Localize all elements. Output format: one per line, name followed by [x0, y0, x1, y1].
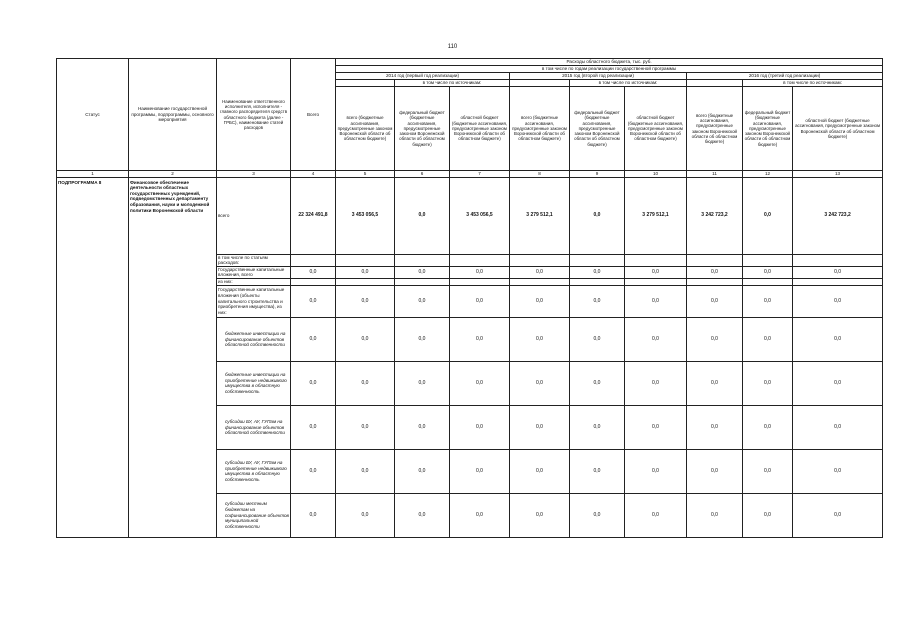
empty-cell	[336, 254, 395, 266]
expense-row-value: 0,0	[336, 361, 395, 405]
column-number: 3	[217, 171, 291, 178]
column-number: 11	[687, 171, 743, 178]
header-status: Статус	[57, 59, 129, 171]
header-executor: Наименование ответственного исполнителя, исполнителя - главного распорядителя средств областного бюджета (далее - ГРБС), наименование статей расходов	[217, 59, 291, 171]
empty-cell	[510, 278, 570, 285]
expense-row-value: 0,0	[625, 405, 687, 449]
expense-row-value: 0,0	[570, 317, 625, 361]
empty-cell	[687, 254, 743, 266]
subprogram-value: 3 242 723,2	[687, 177, 743, 254]
empty-cell	[793, 254, 883, 266]
expense-row-value: 0,0	[291, 449, 336, 493]
expense-row-label: Государственные капитальные вложения (объекты капитального строительства и приобретения имущества), из них:	[217, 285, 291, 317]
subprogram-executor: всего	[217, 177, 291, 254]
expense-row-label: субсидии БУ, АУ, ГУПам на приобретение недвижимого имущества в областную собственность	[217, 449, 291, 493]
header-year-2014: 2014 год (первый год реализации)	[336, 73, 510, 80]
expense-row-value: 0,0	[570, 493, 625, 537]
header-by-sources-2015: в том числе по источникам:	[570, 80, 687, 87]
column-number: 13	[793, 171, 883, 178]
expense-row-value: 0,0	[743, 405, 793, 449]
expense-row-value: 0,0	[793, 449, 883, 493]
expense-row-value: 0,0	[510, 449, 570, 493]
expense-row-value: 0,0	[336, 449, 395, 493]
expense-row-value: 0,0	[395, 361, 450, 405]
expense-row-value: 0,0	[793, 285, 883, 317]
expense-row-value: 0,0	[450, 266, 510, 278]
empty-cell	[395, 278, 450, 285]
expense-row-value: 0,0	[687, 493, 743, 537]
expense-row-value: 0,0	[510, 285, 570, 317]
expense-row-value: 0,0	[510, 493, 570, 537]
expense-row-value: 0,0	[570, 449, 625, 493]
header-year-2015: 2015 год (второй год реализации)	[510, 73, 687, 80]
expense-row-value: 0,0	[625, 361, 687, 405]
expense-row-value: 0,0	[450, 285, 510, 317]
expense-row-value: 0,0	[625, 285, 687, 317]
expense-row-label: из них:	[217, 278, 291, 285]
expense-row-value: 0,0	[687, 361, 743, 405]
column-number: 4	[291, 171, 336, 178]
subprogram-value: 3 279 512,1	[625, 177, 687, 254]
expense-row-value: 0,0	[450, 405, 510, 449]
subprogram-row	[57, 177, 883, 254]
empty-cell	[450, 278, 510, 285]
empty-cell	[743, 278, 793, 285]
expense-row-label: Государственные капитальные вложения, всего	[217, 266, 291, 278]
expense-row-value: 0,0	[510, 266, 570, 278]
subprogram-value: 0,0	[395, 177, 450, 254]
expense-row-value: 0,0	[687, 285, 743, 317]
expense-row-value: 0,0	[625, 449, 687, 493]
expense-row-value: 0,0	[687, 405, 743, 449]
expense-row-value: 0,0	[510, 361, 570, 405]
expense-row-value: 0,0	[291, 285, 336, 317]
header-by-sources-2014: в том числе по источникам:	[395, 80, 510, 87]
empty-cell	[570, 254, 625, 266]
expense-row-value: 0,0	[336, 266, 395, 278]
subprogram-name: Финансовое обеспечение деятельности областных государственных учреждений, подведомственных департаменту образования, науки и молодежной политики Воронежской области	[129, 177, 217, 537]
expense-row-value: 0,0	[291, 493, 336, 537]
expense-row-value: 0,0	[570, 285, 625, 317]
expense-row-value: 0,0	[793, 361, 883, 405]
column-number: 6	[395, 171, 450, 178]
expense-row-value: 0,0	[687, 266, 743, 278]
page-number: 110	[447, 44, 458, 50]
subprogram-value: 3 242 723,2	[793, 177, 883, 254]
header-by-sources-2016: в том числе по источникам:	[743, 80, 883, 87]
expense-row-value: 0,0	[570, 266, 625, 278]
header-col-total-2015: всего (бюджетные ассигнования, предусмотренные законом Воронежской области об областном бюджете)	[510, 87, 570, 171]
expense-row-value: 0,0	[336, 285, 395, 317]
expense-row-value: 0,0	[336, 317, 395, 361]
column-number: 5	[336, 171, 395, 178]
expense-row-value: 0,0	[743, 317, 793, 361]
empty-cell	[687, 278, 743, 285]
expense-row-label: бюджетные инвестиции на финансирование объектов областной собственности	[217, 317, 291, 361]
expense-row-value: 0,0	[395, 317, 450, 361]
header-year-2016: 2016 год (третий год реализации)	[687, 73, 883, 80]
column-number: 12	[743, 171, 793, 178]
empty-cell	[743, 254, 793, 266]
subprogram-value: 3 453 056,5	[336, 177, 395, 254]
header-by-years: в том числе по годам реализации государственной программы	[336, 66, 883, 73]
expense-row-value: 0,0	[793, 405, 883, 449]
column-number: 7	[450, 171, 510, 178]
subprogram-value: 3 279 512,1	[510, 177, 570, 254]
header-col-federal-2015: федеральный бюджет (бюджетные ассигнования, предусмотренные законом Воронежской области об областном бюджете)	[570, 87, 625, 171]
header-col-regional-2015: областной бюджет (бюджетные ассигнования, предусмотренные законом Воронежской области об областном бюджете)	[625, 87, 687, 171]
expense-row-value: 0,0	[793, 493, 883, 537]
subprogram-status: ПОДПРОГРАММА 8	[57, 177, 129, 537]
expense-row-value: 0,0	[743, 266, 793, 278]
expense-row-value: 0,0	[625, 317, 687, 361]
expense-row-value: 0,0	[450, 493, 510, 537]
expense-row-value: 0,0	[395, 405, 450, 449]
expense-row-value: 0,0	[291, 317, 336, 361]
budget-table	[56, 58, 883, 538]
column-number: 1	[57, 171, 129, 178]
column-numbers-row	[57, 171, 883, 178]
column-number: 9	[570, 171, 625, 178]
expense-row-value: 0,0	[450, 361, 510, 405]
empty-cell	[291, 254, 336, 266]
expense-row-value: 0,0	[625, 493, 687, 537]
column-number: 8	[510, 171, 570, 178]
header-col-total-2014: всего (бюджетные ассигнования, предусмотренные законом Воронежской области об областном бюджете)	[336, 87, 395, 171]
expense-row-label: бюджетные инвестиции на приобретение недвижимого имущества в областную собственность	[217, 361, 291, 405]
header-total: Всего	[291, 59, 336, 171]
header-col-regional-2014: областной бюджет (бюджетные ассигнования, предусмотренные законом Воронежской области об областном бюджете)	[450, 87, 510, 171]
expense-row-value: 0,0	[395, 493, 450, 537]
empty-cell	[793, 278, 883, 285]
expense-row-value: 0,0	[450, 449, 510, 493]
expense-row-value: 0,0	[793, 266, 883, 278]
expense-row-value: 0,0	[336, 405, 395, 449]
expense-row-value: 0,0	[743, 361, 793, 405]
expense-row-value: 0,0	[395, 285, 450, 317]
header-program-name: Наименование государственной программы, подпрограммы, основного мероприятия	[129, 59, 217, 171]
expense-row-value: 0,0	[687, 449, 743, 493]
header-col-regional-2016: областной бюджет (бюджетные ассигнования, предусмотренные законом Воронежской области об областном бюджете)	[793, 87, 883, 171]
empty-cell	[625, 254, 687, 266]
expense-row-value: 0,0	[395, 266, 450, 278]
expense-row-label: в том числе по статьям расходов:	[217, 254, 291, 266]
column-number: 2	[129, 171, 217, 178]
expense-row-value: 0,0	[510, 317, 570, 361]
expense-row-value: 0,0	[291, 266, 336, 278]
empty-cell	[570, 278, 625, 285]
subprogram-value: 0,0	[570, 177, 625, 254]
empty-cell	[395, 254, 450, 266]
expense-row-label: субсидии БУ, АУ, ГУПам на финансирование объектов областной собственности	[217, 405, 291, 449]
expense-row-value: 0,0	[793, 317, 883, 361]
expense-row-value: 0,0	[625, 266, 687, 278]
header-col-federal-2016: федеральный бюджет (бюджетные ассигнования, предусмотренные законом Воронежской области об областном бюджете)	[743, 87, 793, 171]
expense-row-value: 0,0	[570, 405, 625, 449]
column-number: 10	[625, 171, 687, 178]
expense-row-value: 0,0	[395, 449, 450, 493]
empty-cell	[336, 278, 395, 285]
header-expenses-title: Расходы областного бюджета, тыс. руб.	[336, 59, 883, 66]
subprogram-value: 22 324 491,8	[291, 177, 336, 254]
empty-cell	[291, 278, 336, 285]
expense-row-value: 0,0	[450, 317, 510, 361]
subprogram-value: 0,0	[743, 177, 793, 254]
header-col-federal-2014: федеральный бюджет (бюджетные ассигнования, предусмотренные законом Воронежской области об областном бюджете)	[395, 87, 450, 171]
expense-row-value: 0,0	[291, 405, 336, 449]
expense-row-value: 0,0	[687, 317, 743, 361]
expense-row-value: 0,0	[743, 285, 793, 317]
expense-row-value: 0,0	[510, 405, 570, 449]
header-col-total-2016: всего (бюджетные ассигнования, предусмотренные законом Воронежской области об областном бюджете)	[687, 87, 743, 171]
empty-cell	[450, 254, 510, 266]
expense-row-value: 0,0	[291, 361, 336, 405]
expense-row-value: 0,0	[336, 493, 395, 537]
expense-row-label: субсидии местным бюджетам на софинансирование объектов муниципальной собственности	[217, 493, 291, 537]
empty-cell	[625, 278, 687, 285]
expense-row-value: 0,0	[743, 493, 793, 537]
expense-row-value: 0,0	[570, 361, 625, 405]
empty-cell	[510, 254, 570, 266]
subprogram-value: 3 453 056,5	[450, 177, 510, 254]
expense-row-value: 0,0	[743, 449, 793, 493]
